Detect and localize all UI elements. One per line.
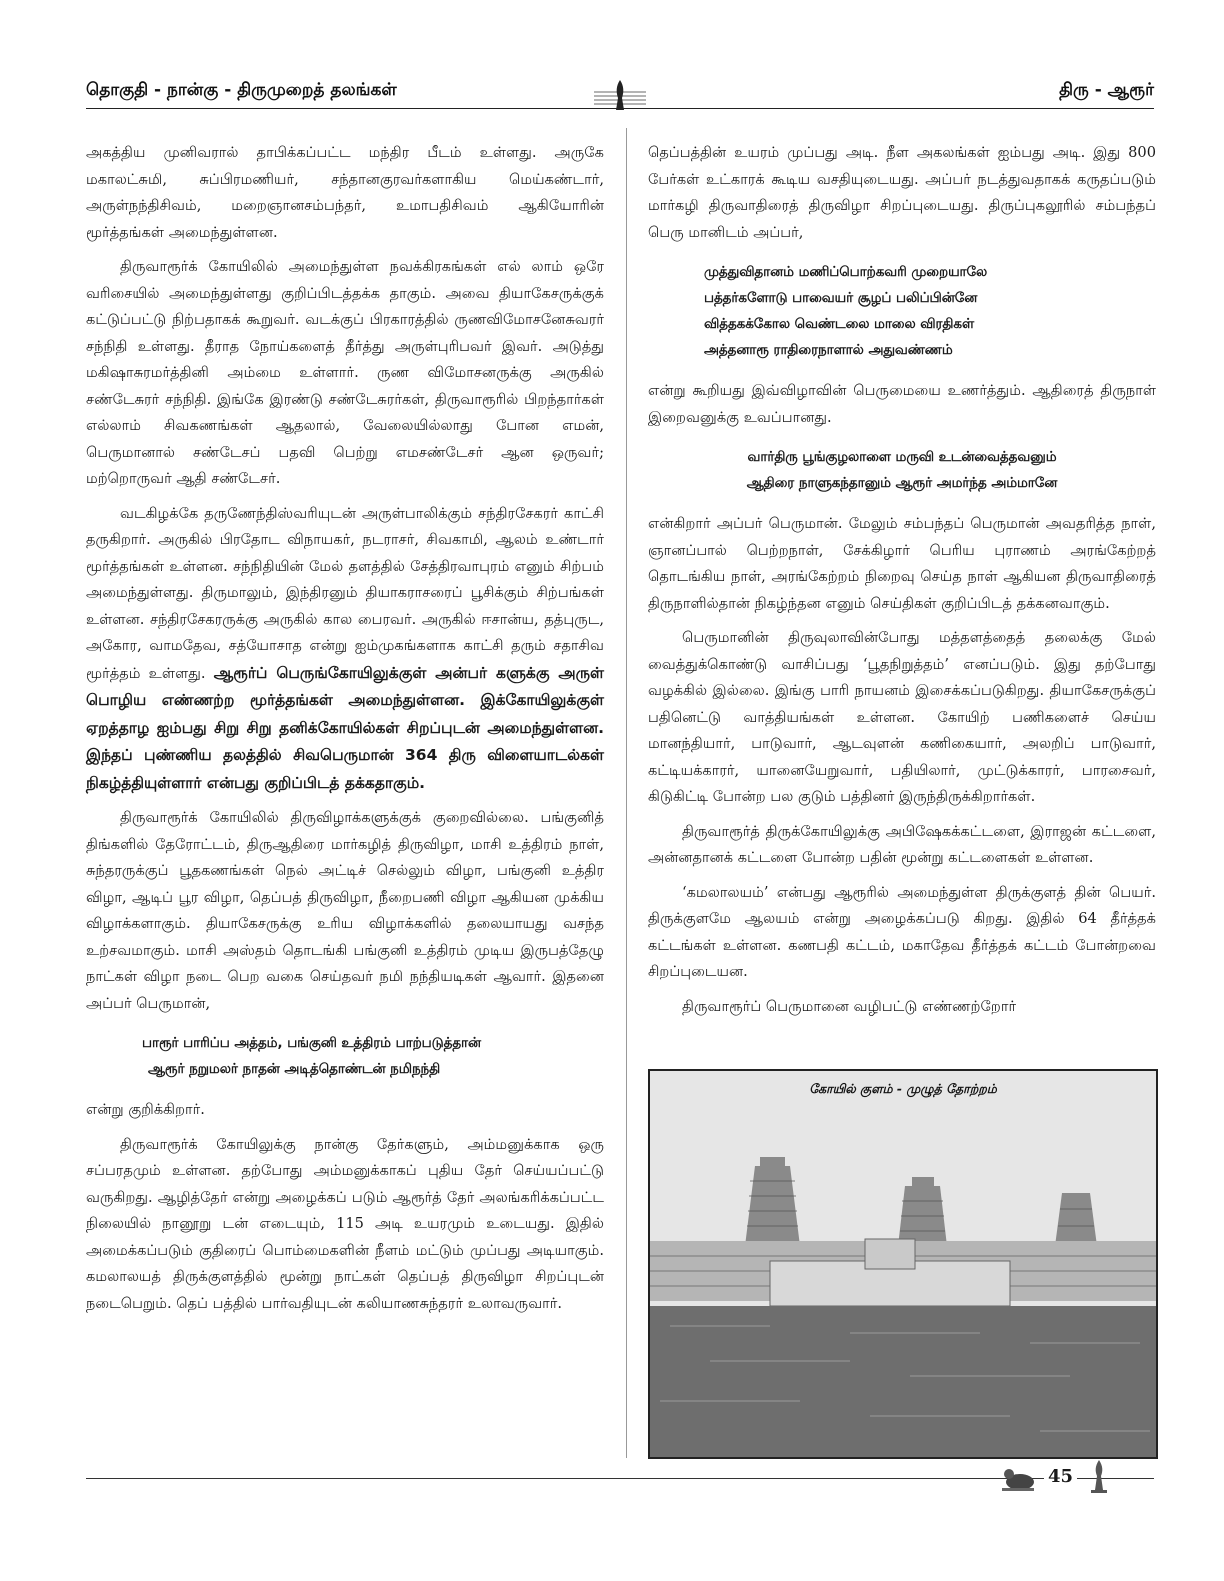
paragraph: ‘கமலாலயம்’ என்பது ஆரூரில் அமைந்துள்ள திருக்குளத் தின் பெயர். திருக்குளமே ஆலயம் என்று அழைக்கப்படு கிறது. இதில் 64 தீர்த்தக் கட்டங்கள் உள்ளன. கணபதி கட்டம், மகாதேவ தீர்த்தக் கட்டம் போன்றவை சிறப்புடையன. <box>648 883 1156 980</box>
paragraph: பெருமானின் திருவுலாவின்போது மத்தளத்தைத் தலைக்கு மேல் வைத்துக்கொண்டு வாசிப்பது ‘பூதநிறுத்தம்’ எனப்படும். இது தற்போது வழக்கில் இல்லை. இங்கு பாரி நாயனம் இசைக்கப்படுகிறது. தியாகேசருக்குப் பதினெட்டு வாத்தியங்கள் உள்ளன. கோயிற் பணிகளைச் செய்ய மானந்தியார், பாடுவார், ஆடவுளன் கணிகையார், அலறிப் பாடுவார், கட்டியக்காரர், யானையேறுவார், பதியிலார், முட்டுக்காரர், பாரசைவர், கிடுகிட்டி போன்ற பல குடும் பத்தினர் இருந்திருக்கிறார்கள். <box>648 629 1156 805</box>
paragraph <box>86 501 604 798</box>
verse-line: ஆரூர் நறுமலர் நாதன் அடித்தொண்டன் நமிநந்தி <box>148 1062 441 1077</box>
paragraph: என்று கூறியது இவ்விழாவின் பெருமையை உணர்த்தும். ஆதிரைத் திருநாள் இறைவனுக்கு உவப்பானது. <box>648 382 1156 426</box>
verse-quote <box>648 260 1156 364</box>
paragraph-text: வடகிழக்கே தருணேந்திஸ்வரியுடன் அருள்பாலிக்கும் சந்திரசேகரர் காட்சி தருகிறார். அருகில் பிரதோட விநாயகர், நடராசர், சிவகாமி, ஆலம் உண்டார் மூர்த்தங்கள் உள்ளன. சந்நிதியின் மேல் தளத்தில் சேத்திரவாபுரம் எனும் சிற்பம் அமைந்துள்ளது. திருமாலும், இந்திரனும் தியாகராசரைப் பூசிக்கும் சிற்பங்கள் உள்ளன. சந்திரசேகரருக்கு அருகில் கால பைரவர். அருகில் ஈசான்ய, தத்புருட, அகோர, வாமதேவ, சத்யோசாத என்று ஐம்முகங்களாக காட்சி தரும் சதாசிவ மூர்த்தம் உள்ளது. <box>86 504 604 682</box>
paragraph: தெப்பத்தின் உயரம் முப்பது அடி. நீள அகலங்கள் ஐம்பது அடி. இது 800 பேர்கள் உட்காரக் கூடிய வசதியுடையது. அப்பர் நடத்துவதாகக் கருதப்படும் மார்கழி திருவாதிரைத் திருவிழா சிறப்புடையது. திருப்புகலூரில் சம்பந்தப் பெரு மானிடம் அப்பர், <box>648 144 1156 241</box>
left-column <box>86 140 604 1325</box>
verse-line: வார்திரு பூங்குழலாளை மருவி உடன்வைத்தவனும் <box>747 450 1057 465</box>
photo-caption: கோயில் குளம் - முழுத் தோற்றம் <box>809 1081 997 1096</box>
right-column <box>648 140 1156 1028</box>
bold-highlight-text: ஆரூர்ப் பெருங்கோயிலுக்குள் அன்பர் களுக்கு அருள் பொழிய எண்ணற்ற மூர்த்தங்கள் அமைந்துள்ளன. இக்கோயிலுக்குள் ஏறத்தாழ ஐம்பது சிறு சிறு தனிக்கோயில்கள் சிறப்புடன் அமைந்துள்ளன. இந்தப் புண்ணிய தலத்தில் சிவபெருமான் 364 திரு விளையாடல்கள் நிகழ்த்தியுள்ளார் என்பது குறிப்பிடத் தக்கதாகும். <box>86 663 604 792</box>
temple-tank-photo <box>648 1069 1158 1459</box>
lamp-ornament-icon <box>1076 1458 1122 1494</box>
verse-line: அத்தனாரூ ராதிரைநாளால் அதுவண்ணம் <box>704 343 953 358</box>
verse-line: பத்தர்களோடு பாவையர் சூழப் பலிப்பின்னே <box>704 291 978 306</box>
footer-rule <box>86 1478 1154 1479</box>
page-number: 45 <box>1044 1466 1077 1487</box>
verse-line: ஆதிரை நாளுகந்தானும் ஆரூர் அமர்ந்த அம்மானே <box>746 476 1058 491</box>
running-header-right: திரு - ஆரூர் <box>1059 80 1154 100</box>
paragraph: அகத்திய முனிவரால் தாபிக்கப்பட்ட மந்திர பீடம் உள்ளது. அருகே மகாலட்சுமி, சுப்பிரமணியர், சந்தானகுரவர்களாகிய மெய்கண்டார், அருள்நந்திசிவம், மறைஞானசம்பந்தர், உமாபதிசிவம் ஆகியோரின் மூர்த்தங்கள் அமைந்துள்ளன. <box>86 144 604 241</box>
paragraph: திருவாரூர்த் திருக்கோயிலுக்கு அபிஷேகக்கட்டளை, இராஜன் கட்டளை, அன்னதானக் கட்டளை போன்ற பதின் மூன்று கட்டளைகள் உள்ளன. <box>648 822 1156 866</box>
running-header-left: தொகுதி - நான்கு - திருமுறைத் தலங்கள் <box>86 80 397 100</box>
verse-line: வித்தகக்கோல வெண்டலை மாலை விரதிகள் <box>704 317 975 332</box>
header-rule <box>86 108 1154 109</box>
paragraph: என்று குறிக்கிறார். <box>86 1101 205 1118</box>
column-divider <box>626 128 627 1458</box>
verse-line: பாரூர் பாரிப்ப அத்தம், பங்குனி உத்திரம் பாற்படுத்தான் <box>142 1036 482 1051</box>
temple-tank-illustration <box>650 1071 1156 1457</box>
paragraph: திருவாரூர்ப் பெருமானை வழிபட்டு எண்ணற்றோர் <box>682 997 1017 1015</box>
header-lamp-ornament-icon <box>594 78 646 112</box>
paragraph: திருவாரூர்க் கோயிலுக்கு நான்கு தேர்களும், அம்மனுக்காக ஒரு சப்பரதமும் உள்ளன. தற்போது அம்மனுக்காகப் புதிய தேர் செய்யப்பட்டு வருகிறது. ஆழித்தேர் என்று அழைக்கப் படும் ஆரூர்த் தேர் அலங்கரிக்கப்பட்ட நிலையில் நானூறு டன் எடையும், 115 அடி உயரமும் உடையது. இதில் அமைக்கப்படும் குதிரைப் பொம்மைகளின் நீளம் மட்டும் முப்பது அடியாகும். கமலாலயத் திருக்குளத்தில் மூன்று நாட்கள் தெப்பத் திருவிழா சிறப்புடன் நடைபெறும். தெப் பத்தில் பார்வதியுடன் கலியாணசுந்தரர் உலாவருவார். <box>86 1135 604 1312</box>
paragraph: திருவாரூர்க் கோயிலில் அமைந்துள்ள நவக்கிரகங்கள் எல் லாம் ஒரே வரிசையில் அமைந்துள்ளது குறிப்பிடத்தக்க தாகும். அவை தியாகேசருக்குக் கட்டுப்பட்டு நிற்பதாகக் கூறுவர். வடக்குப் பிரகாரத்தில் ருணவிமோசனேசுவரர் சந்நிதி உள்ளது. தீராத நோய்களைத் தீர்த்து அருள்புரிபவர் இவர். அடுத்து மகிஷாசுரமர்த்தினி அம்மை உள்ளார். ருண விமோசனருக்கு அருகில் சண்டேசுரர் சந்நிதி. இங்கே இரண்டு சண்டேசுரர்கள், திருவாரூரில் பிறந்தார்கள் எல்லாம் சிவகணங்கள் ஆதலால், வேலையில்லாது போன எமன், பெருமானால் சண்டேசப் பதவி பெற்று எமசண்டேசர் ஆன ஒருவர்; மற்றொருவர் ஆதி சண்டேசர். <box>86 258 604 487</box>
verse-line: முத்துவிதானம் மணிப்பொற்கவரி முறையாலே <box>704 265 988 280</box>
paragraph: திருவாரூர்க் கோயிலில் திருவிழாக்களுக்குக் குறைவில்லை. பங்குனித் திங்களில் தேரோட்டம், திருஆதிரை மார்கழித் திருவிழா, மாசி உத்திரம் நாள், சுந்தரருக்குப் பூதகணங்கள் நெல் அட்டிச் செல்லும் விழா, பங்குனி உத்திர விழா, ஆடிப் பூர விழா, தெப்பத் திருவிழா, நீறைபணி விழா ஆகியன முக்கிய விழாக்களாகும். தியாகேசருக்கு உரிய விழாக்களில் தலையாயது வசந்த உற்சவமாகும். மாசி அஸ்தம் தொடங்கி பங்குனி உத்திரம் முடிய இருபத்தேழு நாட்கள் விழா நடை பெற வகை செய்தவர் நமி நந்தியடிகள் ஆவார். இதனை அப்பர் பெருமான், <box>86 809 604 1012</box>
verse-quote <box>86 1031 604 1083</box>
verse-quote <box>648 445 1156 497</box>
paragraph: என்கிறார் அப்பர் பெருமான். மேலும் சம்பந்தப் பெருமான் அவதரித்த நாள், ஞானப்பால் பெற்றநாள், சேக்கிழார் பெரிய புராணம் அரங்கேற்றத் தொடங்கிய நாள், அரங்கேற்றம் நிறைவு செய்த நாள் ஆகியன திருவாதிரைத் திருநாளில்தான் நிகழ்ந்தன எனும் செய்திகள் குறிப்பிடத் தக்கனவாகும். <box>648 515 1156 612</box>
bull-ornament-icon <box>1000 1464 1036 1492</box>
